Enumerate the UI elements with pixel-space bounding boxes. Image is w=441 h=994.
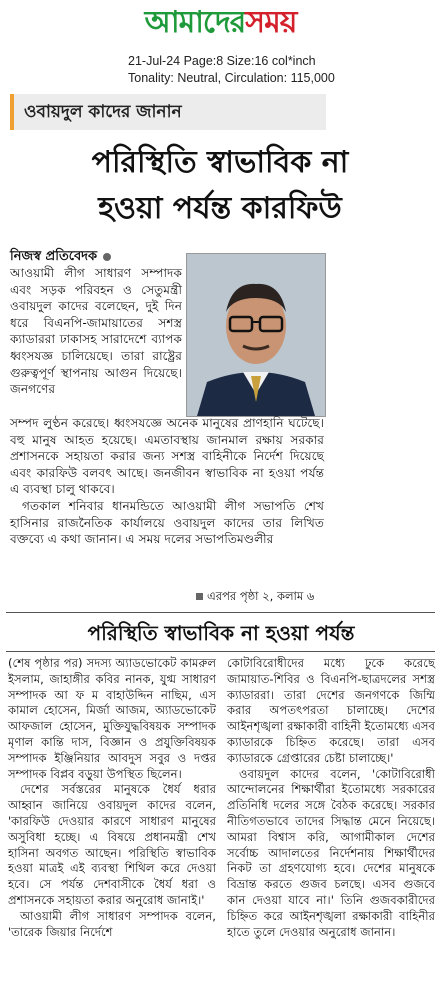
body-paragraph-2: গতকাল শনিবার ধানমন্ডিতে আওয়ামী লীগ সভাপতি শেখ হাসিনার রাজনৈতিক কার্যালয়ে ওবায়দুল কাদের তার লিখিত বক্তব্যে এ কথা জানান। এ সময় দলের সভাপতিমণ্ডলীর bbox=[10, 498, 324, 547]
byline-bullet-icon bbox=[103, 253, 111, 261]
newspaper-masthead bbox=[0, 0, 441, 46]
col1-paragraph-2: দেশের সর্বস্তরের মানুষকে ধৈর্য ধরার আহ্বান জানিয়ে ওবায়দুল কাদের বলেন, 'কারফিউ দেওয়ার কারণে সাধারণ মানুষের অসুবিধা হচ্ছে। এ বিষয়ে প্রধানমন্ত্রী শেখ হাসিনা অবগত আছেন। পরিস্থিতি স্বাভাবিক হওয়া মাত্রই এই ব্যবস্থা শিথিল করে দেওয়া হবে। সে পর্যন্ত দেশবাসীকে ধৈর্য ধরা ও প্রশাসনকে সহায়তা করার অনুরোধ জানাই।' bbox=[8, 782, 216, 907]
col1-paragraph-3: আওয়ামী লীগ সাধারণ সম্পাদক বলেন, 'তারেক জিয়ার নির্দেশে bbox=[8, 908, 216, 939]
col2-paragraph-1: কোটাবিরোধীদের মধ্যে ঢুকে করেছে জামায়াত-শিবির ও বিএনপি-ছাত্রদলের সশস্ত্র ক্যাডাররা। তারা দেশের জনগণকে জিম্মি করার অপতৎপরতা চালাচ্ছে। দেশের আইনশৃঙ্খলা রক্ষাকারী বাহিনী ইতোমধ্যে এসব ক্যাডারকে চিহ্নিত করেছে। তারা এসব ক্যাডারকে গ্রেপ্তারের চেষ্টা চালাচ্ছে।' bbox=[227, 656, 435, 765]
continued-reference-text: এরপর পৃষ্ঠা ২, কলাম ৬ bbox=[207, 589, 315, 603]
square-bullet-icon bbox=[196, 593, 203, 600]
continuation-headline: পরিস্থিতি স্বাভাবিক না হওয়া পর্যন্ত bbox=[87, 621, 355, 645]
byline-text: নিজস্ব প্রতিবেদক bbox=[10, 249, 98, 264]
headline-line-1: পরিস্থিতি স্বাভাবিক না bbox=[91, 145, 349, 180]
clipping-meta-date: 21-Jul-24 Page:8 Size:16 col*inch bbox=[128, 54, 316, 68]
continued-reference bbox=[196, 588, 314, 607]
lead-paragraph: আওয়ামী লীগ সাধারণ সম্পাদক এবং সড়ক পরিবহন ও সেতুমন্ত্রী ওবায়দুল কাদের বলেছেন, দুই দিন ধরে বিএনপি-জামায়াতের সশস্ত্র ক্যাডাররা ঢাকাসহ সারাদেশে ব্যাপক ধ্বংসযজ্ঞ চালিয়েছে। তারা রাষ্ট্রের গুরুত্বপূর্ণ স্থাপনায় আগুন দিয়েছে। জনগণের bbox=[10, 266, 182, 397]
logo-part-1: আমাদের bbox=[144, 5, 246, 40]
continuation-column-1 bbox=[8, 656, 216, 940]
lead-paragraph-continued: সম্পদ লুণ্ঠন করেছে। ধ্বংসযজ্ঞে অনেক মানুষের প্রাণহানি ঘটেছে। বহু মানুষ আহত হয়েছে। এমতাবস্থায় জানমাল রক্ষায় সরকার প্রশাসনকে সহায়তা করার জন্য সশস্ত্র বাহিনীকে নির্দেশ দিয়েছে এবং কারফিউ বলবৎ আছে। জনজীবন স্বাভাবিক না হওয়া পর্যন্ত এ ব্যবস্থা চালু থাকবে। bbox=[10, 416, 324, 497]
kicker-text: ওবায়দুল কাদের জানান bbox=[24, 102, 182, 122]
continuation-column-2 bbox=[227, 656, 435, 940]
section-divider bbox=[6, 612, 435, 613]
portrait-photo bbox=[186, 253, 326, 417]
newspaper-logo bbox=[0, 0, 441, 46]
kicker-box bbox=[10, 94, 326, 130]
clipping-meta-tonality: Tonality: Neutral, Circulation: 115,000 bbox=[128, 71, 335, 85]
continuation-divider bbox=[6, 651, 435, 652]
logo-part-2: সময় bbox=[245, 5, 297, 40]
col2-paragraph-2: ওবায়দুল কাদের বলেন, 'কোটাবিরোধী আন্দোলনের শিক্ষার্থীরা ইতোমধ্যে সরকারের প্রতিনিধি দলের সঙ্গে বৈঠক করেছে। সরকার নীতিগতভাবে তাদের সিদ্ধান্ত মেনে নিয়েছে। আমরা বিশ্বাস করি, আগামীকাল দেশের সর্বোচ্চ আদালতের নির্দেশনায় শিক্ষার্থীদের নিকট তা গ্রহণযোগ্য হবে। দেশের মানুষকে বিভ্রান্ত করতে গুজব চলছে। এসব গুজবে কান দেওয়া যাবে না।' তিনি গুজবকারীদের চিহ্নিত করে আইনশৃঙ্খলা রক্ষাকারী বাহিনীর হাতে তুলে দেওয়ার অনুরোধ জানান। bbox=[227, 766, 435, 939]
headline-line-2: হওয়া পর্যন্ত কারফিউ bbox=[98, 191, 342, 226]
article-headline bbox=[6, 140, 434, 232]
article-body bbox=[10, 415, 324, 548]
portrait-illustration bbox=[187, 254, 325, 416]
col1-paragraph-1: (শেষ পৃষ্ঠার পর) সদস্য অ্যাডভোকেট কামরুল ইসলাম, জাহাঙ্গীর কবির নানক, যুগ্ম সাধারণ সম্পাদক আ ফ ম বাহাউদ্দিন নাছিম, এস কামাল হোসেন, মির্জা আজম, অ্যাডভোকেট আফজাল হোসেন, মুক্তিযুদ্ধবিষয়ক সম্পাদক মৃণাল কান্তি দাস, বিজ্ঞান ও প্রযুক্তিবিষয়ক সম্পাদক ইঞ্জিনিয়ার আবদুস সবুর ও দপ্তর সম্পাদক বিপ্লব বড়ুয়া উপস্থিত ছিলেন। bbox=[8, 656, 216, 781]
